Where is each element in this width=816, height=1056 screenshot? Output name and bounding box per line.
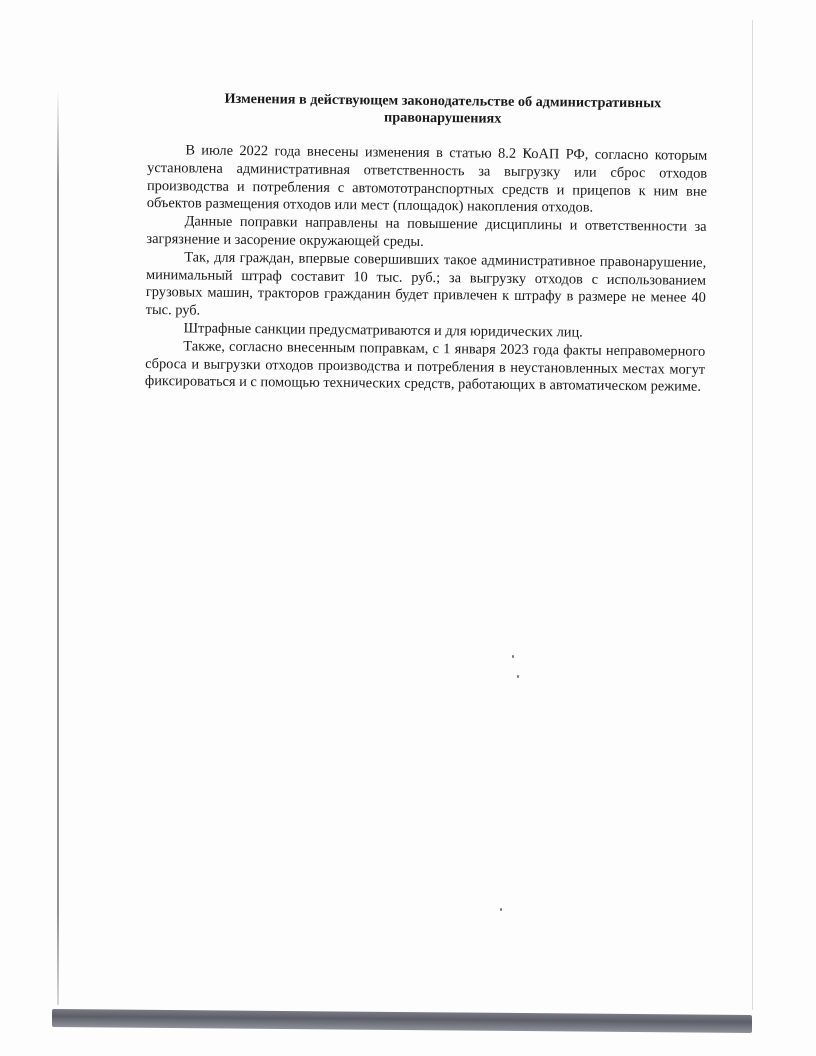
document-title: Изменения в действующем законодательстве об административных правонарушениях bbox=[224, 90, 662, 127]
scan-speck bbox=[500, 908, 502, 911]
scan-edge-left bbox=[57, 90, 59, 1005]
paragraph-fines-citizens: Так, для граждан, впервые совершивших такое административное правонарушение, минимальный штраф составит 10 тыс. руб.; за выгрузку отходов с использованием грузовых машин, тракторов гражданин будет привлечен к штрафу в размере не менее 40 тыс. руб. bbox=[145, 249, 707, 319]
paragraph-automatic-recording: Также, согласно внесенным поправкам, с 1 января 2023 года факты неправомерного сброса и выгрузки отходов производства и потребления в неустановленных местах могут фиксироваться и с помощью технических средств, работающих в автоматическом режиме. bbox=[144, 338, 706, 396]
paragraph-purpose: Данные поправки направлены на повышение дисциплины и ответственности за загрязнение и засорение окружающей среды. bbox=[146, 213, 707, 250]
scan-speck bbox=[512, 655, 514, 658]
document-body bbox=[145, 90, 708, 397]
scan-speck bbox=[517, 675, 519, 678]
paragraph-legal-entities: Штрафные санкции предусматриваются и для юридических лиц. bbox=[183, 320, 583, 341]
scan-edge-right bbox=[752, 20, 753, 1010]
paragraph-legal-change: В июле 2022 года внесены изменения в статью 8.2 КоАП РФ, согласно которым установлена административная ответственность за выгрузку или сброс отходов производства и потребления с автомототранспортных средств и прицепов к ним вне объектов размещения отходов или мест (площадок) накопления отходов. bbox=[146, 142, 708, 217]
scan-edge-bottom bbox=[52, 1009, 752, 1033]
